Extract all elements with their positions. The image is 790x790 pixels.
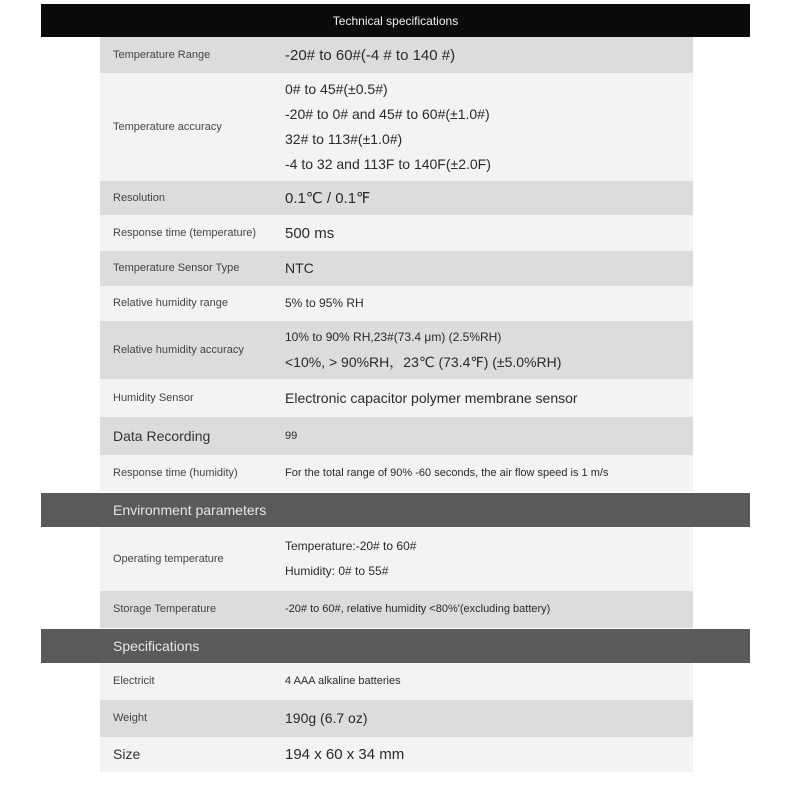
row-value: -20# to 60#, relative humidity <80%'(excluding battery) [285, 603, 551, 615]
row-value: 194 x 60 x 34 mm [285, 746, 405, 763]
row-label: Relative humidity range [113, 297, 228, 309]
spec-row-relative-humidity-accuracy [100, 321, 693, 379]
env-row-operating-temperature [100, 527, 693, 591]
section-title: Environment parameters [113, 502, 267, 518]
row-label: Temperature Sensor Type [113, 262, 240, 274]
section-header-environment [41, 493, 750, 527]
row-label: Storage Temperature [113, 603, 217, 615]
section-title: Specifications [113, 638, 200, 654]
section-header-specifications [41, 629, 750, 663]
row-label: Temperature accuracy [113, 120, 222, 133]
row-label: Electricit [113, 675, 155, 687]
row-label: Humidity Sensor [113, 391, 194, 404]
row-value: 500 ms [285, 224, 335, 242]
spec-row-weight [100, 700, 693, 737]
row-value: 5% to 95% RH [285, 296, 364, 310]
environment-table [100, 527, 693, 628]
row-label: Response time (temperature) [113, 226, 257, 239]
spec-row-data-recording [100, 417, 693, 455]
spec-row-size [100, 737, 693, 772]
specifications-table [100, 663, 693, 772]
spec-row-temperature-sensor-type [100, 251, 693, 286]
spec-row-humidity-sensor [100, 379, 693, 417]
row-value: NTC [285, 260, 314, 276]
spec-row-temperature-range [100, 37, 693, 73]
spec-row-resolution [100, 181, 693, 215]
spec-row-relative-humidity-range [100, 286, 693, 321]
row-label: Temperature Range [113, 48, 211, 61]
spec-row-electricity [100, 663, 693, 700]
row-label: Resolution [113, 191, 165, 204]
row-value: 4 AAA alkaline batteries [285, 675, 401, 687]
row-label: Size [113, 746, 141, 762]
spec-row-response-time-temperature [100, 215, 693, 251]
row-value: 99 [285, 429, 298, 442]
header-title: Technical specifications [332, 13, 459, 28]
spec-row-temperature-accuracy [100, 73, 693, 181]
row-value: For the total range of 90% -60 seconds, the air flow speed is 1 m/s [285, 466, 609, 479]
spec-row-response-time-humidity [100, 455, 693, 491]
row-value: Temperature:-20# to 60# Humidity: 0# to 55# [285, 539, 417, 578]
row-value: -20# to 60#(-4 # to 140 #) [285, 46, 456, 64]
row-label: Response time (humidity) [113, 466, 238, 479]
row-value: 0.1℃ / 0.1℉ [285, 189, 371, 207]
technical-specifications-header [41, 4, 750, 37]
row-value: 0# to 45#(±0.5#) -20# to 0# and 45# to 60#(±1.0#) 32# to 113#(±1.0#) -4 to 32 and 113F to 140F(±2.0F) [285, 81, 491, 172]
row-label: Operating temperature [113, 552, 224, 565]
row-value: 190g (6.7 oz) [285, 710, 368, 726]
row-label: Relative humidity accuracy [113, 343, 244, 356]
row-label: Data Recording [113, 427, 211, 444]
technical-spec-table [100, 37, 693, 491]
row-value: 10% to 90% RH,23#(73.4 μm) (2.5%RH) <10%, > 90%RH，23℃ (73.4℉) (±5.0%RH) [285, 330, 562, 370]
row-label: Weight [113, 712, 148, 724]
env-row-storage-temperature [100, 591, 693, 628]
row-value: Electronic capacitor polymer membrane sensor [285, 389, 578, 406]
